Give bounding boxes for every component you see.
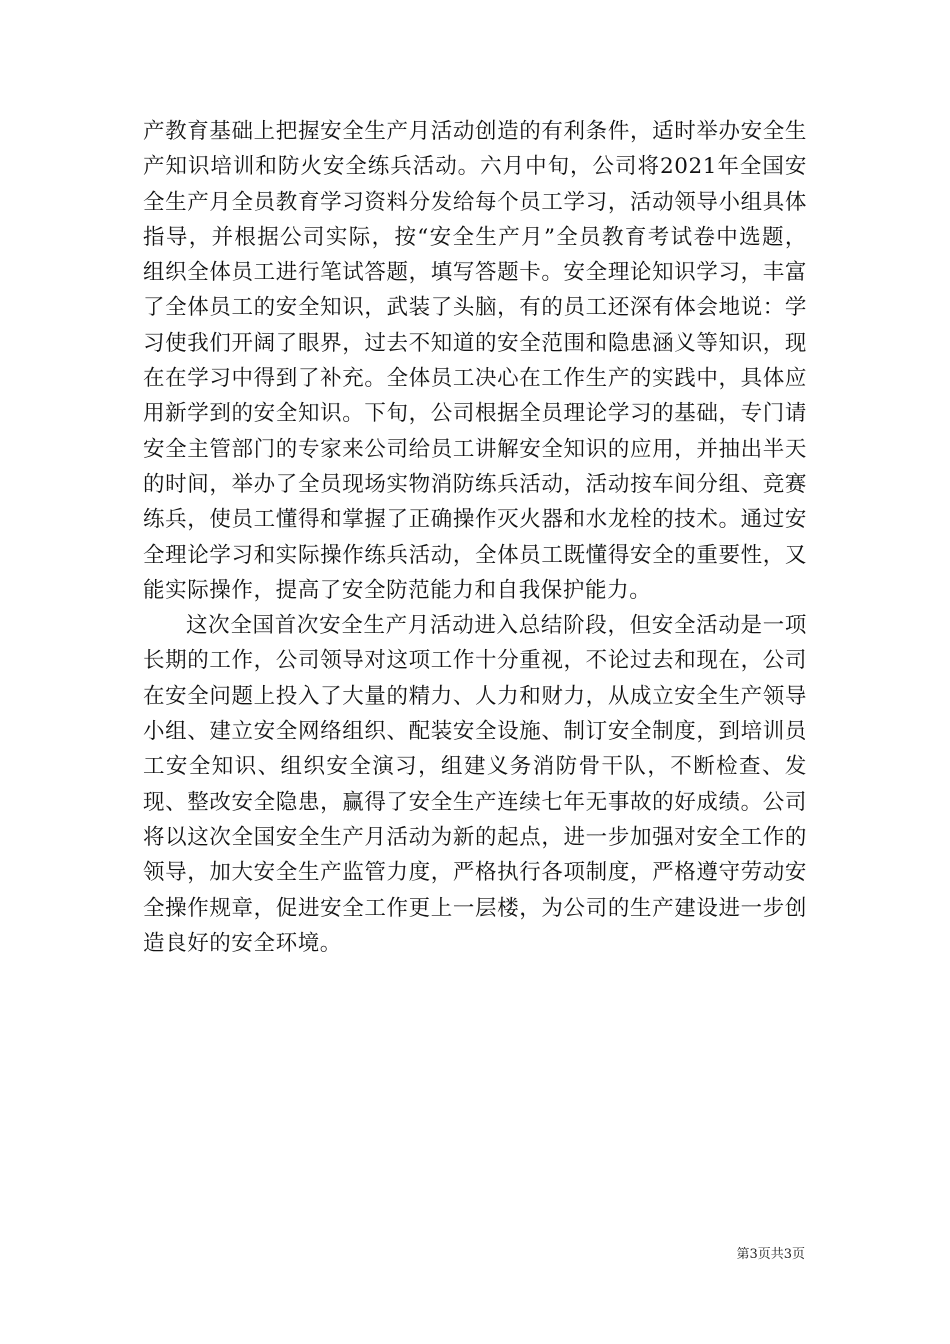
document-body xyxy=(143,114,807,961)
page-number: 第3页共3页 xyxy=(736,1247,805,1262)
paragraph-2: 这次全国首次安全生产月活动进入总结阶段，但安全活动是一项长期的工作，公司领导对这项工作十分重视，不论过去和现在，公司在安全问题上投入了大量的精力、人力和财力，从成立安全生产领导小组、建立安全网络组织、配装安全设施、制订安全制度，到培训员工安全知识、组织安全演习，组建义务消防骨干队，不断检查、发现、整改安全隐患，赢得了安全生产连续七年无事故的好成绩。公司将以这次全国安全生产月活动为新的起点，进一步加强对安全工作的领导，加大安全生产监管力度，严格执行各项制度，严格遵守劳动安全操作规章，促进安全工作更上一层楼，为公司的生产建设进一步创造良好的安全环境。 xyxy=(143,613,807,956)
paragraph-1: 产教育基础上把握安全生产月活动创造的有利条件，适时举办安全生产知识培训和防火安全练兵活动。六月中旬，公司将2021年全国安全生产月全员教育学习资料分发给每个员工学习，活动领导小组具体指导，并根据公司实际，按“安全生产月”全员教育考试卷中选题，组织全体员工进行笔试答题，填写答题卡。安全理论知识学习，丰富了全体员工的安全知识，武装了头脑，有的员工还深有体会地说：学习使我们开阔了眼界，过去不知道的安全范围和隐患涵义等知识，现在在学习中得到了补充。全体员工决心在工作生产的实践中，具体应用新学到的安全知识。下旬，公司根据全员理论学习的基础，专门请安全主管部门的专家来公司给员工讲解安全知识的应用，并抽出半天的时间，举办了全员现场实物消防练兵活动，活动按车间分组、竞赛练兵，使员工懂得和掌握了正确操作灭火器和水龙栓的技术。通过安全理论学习和实际操作练兵活动，全体员工既懂得安全的重要性，又能实际操作，提高了安全防范能力和自我保护能力。 xyxy=(143,119,807,603)
